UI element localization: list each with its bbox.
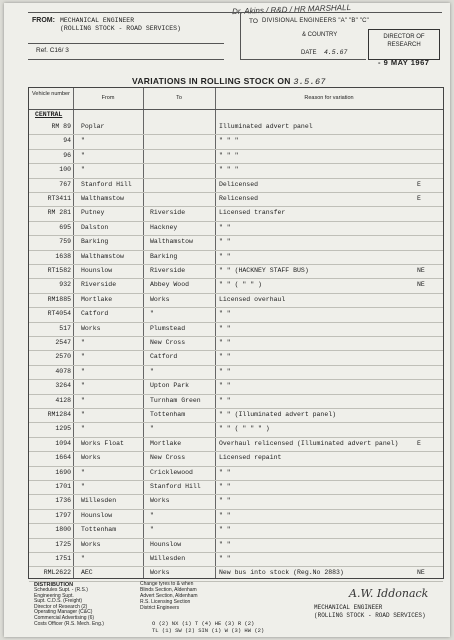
distribution-label: DISTRIBUTION xyxy=(34,582,74,588)
reason-text: " " ( " " " ) xyxy=(219,425,270,433)
from-depot: Works xyxy=(81,454,101,462)
from-depot: AEC xyxy=(81,569,93,577)
reason-text: " " xyxy=(219,468,231,476)
distribution-item: Operating Manager (C&C) xyxy=(34,609,93,616)
reason-text: " " (Illuminated advert panel) xyxy=(219,411,337,418)
table-row xyxy=(29,480,443,495)
header-divider xyxy=(240,12,241,59)
from-depot: " xyxy=(81,425,85,433)
sig-title-2: (ROLLING STOCK - ROAD SERVICES) xyxy=(314,611,426,619)
sig-title-1: MECHANICAL ENGINEER xyxy=(314,604,383,611)
from-depot: Tottenham xyxy=(81,526,117,534)
vehicle-number: 695 xyxy=(59,223,71,231)
reason-text: Licensed overhaul xyxy=(219,295,286,303)
note-code: E xyxy=(417,195,421,202)
to-recipients: DIVISIONAL ENGINEERS "A" "B" "C" xyxy=(262,18,369,24)
vehicle-number: RT1582 xyxy=(47,267,71,274)
to-depot: Riverside xyxy=(150,209,186,217)
title-date: 3.5.67 xyxy=(293,77,326,87)
reason-text: " " xyxy=(219,367,231,375)
handwritten-address: Dr. Akins / R&D / HR MARSHALL xyxy=(231,3,352,17)
to-depot: Catford xyxy=(150,353,178,361)
table-row xyxy=(29,149,443,164)
vehicle-number: 96 xyxy=(63,151,71,159)
to-depot: Turnham Green xyxy=(150,396,201,404)
from-depot: " xyxy=(81,339,85,346)
vehicle-number: 2547 xyxy=(55,339,71,346)
reason-text: " " xyxy=(219,353,231,361)
table-row xyxy=(29,293,443,308)
vehicle-number: RM1885 xyxy=(47,295,71,303)
distribution-item: Engineering Supt. xyxy=(34,592,74,599)
date-rule xyxy=(240,59,366,60)
reason-text: Licensed transfer xyxy=(219,209,286,217)
vehicle-number: 1725 xyxy=(55,540,71,548)
col-header-reason: Reason for variation xyxy=(304,95,354,101)
reason-text: Relicensed xyxy=(219,195,259,202)
variations-table xyxy=(28,87,444,579)
table-row xyxy=(29,379,443,394)
reason-text: " " xyxy=(219,483,231,490)
table-row xyxy=(29,552,443,567)
table-row xyxy=(29,307,443,322)
vehicle-number: RT4054 xyxy=(47,310,71,318)
to-depot: Works xyxy=(150,569,170,577)
legend-item: Blinds Section, Aldenham xyxy=(140,587,197,593)
reason-text: " " xyxy=(219,382,231,390)
vehicle-number: 4078 xyxy=(55,367,71,375)
vehicle-number: 759 xyxy=(59,238,71,246)
vehicle-number: 1751 xyxy=(55,555,71,562)
legend-list xyxy=(140,581,198,611)
legend-item: Change tyres to & when xyxy=(140,581,194,587)
reason-text: " " " xyxy=(219,166,239,174)
header-top-rule xyxy=(28,12,442,13)
reason-text: " " xyxy=(219,324,231,332)
depot-codes xyxy=(152,620,264,634)
vehicle-number: 1736 xyxy=(55,497,71,505)
legend-item: Advert Section, Aldenham xyxy=(140,593,198,599)
reason-text: " " xyxy=(219,511,231,519)
note-code: NE xyxy=(417,267,425,274)
to-depot: Tottenham xyxy=(150,411,186,418)
from-depot: Putney xyxy=(81,209,105,217)
reason-text: " " xyxy=(219,396,231,404)
to-depot: Barking xyxy=(150,252,178,260)
note-code: E xyxy=(417,439,421,447)
table-row xyxy=(29,264,443,279)
from-depot: Mortlake xyxy=(81,295,113,303)
table-row xyxy=(29,278,443,293)
reason-text: " " (HACKNEY STAFF BUS) xyxy=(219,267,309,274)
document-sheet xyxy=(4,3,450,637)
distribution-list xyxy=(34,588,104,627)
stamp-line-1: DIRECTOR OF xyxy=(383,34,425,40)
from-depot: " xyxy=(81,468,85,476)
stamp-date: - 9 MAY 1967 xyxy=(378,58,430,67)
reason-text: " " xyxy=(219,310,231,318)
note-code: NE xyxy=(417,281,425,289)
from-depot: Stanford Hill xyxy=(81,180,132,188)
to-depot: Abbey Wood xyxy=(150,281,190,289)
distribution-item: Costs Officer (R.S. Mech. Eng.) xyxy=(34,620,104,627)
from-depot: Poplar xyxy=(81,123,105,130)
codes-line-1: O (2) NX (1) T (4) HE (3) R (2) xyxy=(152,620,255,627)
reason-text: " " xyxy=(219,526,231,534)
col-header-vehicle: Vehicle number xyxy=(32,91,70,97)
vehicle-number: RM 89 xyxy=(51,123,71,130)
from-depot: Barking xyxy=(81,238,109,246)
to-depot: Works xyxy=(150,497,170,505)
received-stamp xyxy=(368,29,440,60)
vehicle-number: RML2622 xyxy=(43,569,71,577)
from-depot: Works Float xyxy=(81,439,124,447)
from-depot: Riverside xyxy=(81,281,117,289)
table-row xyxy=(29,494,443,509)
reason-text: Delicensed xyxy=(219,180,259,188)
to-depot: " xyxy=(150,526,154,534)
from-depot: " xyxy=(81,166,85,174)
distribution-item: Schedules Supt. - (R.S.) xyxy=(34,587,88,593)
vehicle-number: 2570 xyxy=(55,353,71,361)
reason-text: " " xyxy=(219,555,231,562)
codes-line-2: TL (1) SW (2) SIN (1) W (3) HW (2) xyxy=(152,627,265,634)
from-depot: " xyxy=(81,382,85,390)
from-depot: " xyxy=(81,396,85,404)
vehicle-number: RM1284 xyxy=(47,411,71,418)
reason-text: " " xyxy=(219,339,231,346)
signatory-title xyxy=(314,604,426,619)
vehicle-number: 1701 xyxy=(55,483,71,490)
stamp-line-2: RESEARCH xyxy=(387,42,421,48)
table-row xyxy=(29,178,443,193)
to-label: TO xyxy=(249,18,258,25)
title-text: VARIATIONS IN ROLLING STOCK ON xyxy=(132,76,291,86)
from-depot: Works xyxy=(81,540,101,548)
table-row xyxy=(29,365,443,380)
reason-text: Overhaul relicensed (Illuminated advert panel) xyxy=(219,439,399,447)
table-row xyxy=(29,250,443,265)
from-depot: " xyxy=(81,555,85,562)
to-depot: " xyxy=(150,511,154,519)
table-row xyxy=(29,566,443,581)
section-central: CENTRAL xyxy=(35,111,63,118)
from-line-2: (ROLLING STOCK - ROAD SERVICES) xyxy=(60,25,181,32)
distribution-item: Commercial Advertising (6) xyxy=(34,614,95,621)
table-row xyxy=(29,523,443,538)
table-row xyxy=(29,408,443,423)
page-title xyxy=(132,76,326,87)
vehicle-number: 94 xyxy=(63,137,71,145)
date-value: 4.5.67 xyxy=(324,49,348,56)
to-depot: " xyxy=(150,310,154,318)
header-separator xyxy=(29,109,443,110)
table-row xyxy=(29,451,443,466)
from-depot: " xyxy=(81,367,85,375)
col-header-from: From xyxy=(101,95,115,101)
vehicle-number: 100 xyxy=(59,166,71,174)
from-depot: " xyxy=(81,411,85,418)
note-code: E xyxy=(417,180,421,188)
vehicle-number: 4128 xyxy=(55,396,71,404)
note-code: NE xyxy=(417,569,425,577)
from-line-1: MECHANICAL ENGINEER xyxy=(60,17,135,24)
from-depot: " xyxy=(81,137,85,145)
vehicle-number: 1690 xyxy=(55,468,71,476)
legend-item: District Engineers xyxy=(140,605,180,611)
to-depot: Works xyxy=(150,295,170,303)
country-label: & COUNTRY xyxy=(302,32,338,38)
reference-number: Ref. C16/ 3 xyxy=(36,47,69,54)
vehicle-number: 3264 xyxy=(55,382,71,390)
table-row xyxy=(29,422,443,437)
from-depot: " xyxy=(81,483,85,490)
vehicle-number: 1800 xyxy=(55,526,71,534)
from-depot: Hounslow xyxy=(81,267,113,274)
reason-text: Illuminated advert panel xyxy=(219,123,313,130)
table-row xyxy=(29,221,443,236)
vehicle-number: 1664 xyxy=(55,454,71,462)
vehicle-number: 1797 xyxy=(55,511,71,519)
reason-text: Licensed repaint xyxy=(219,454,282,462)
table-row xyxy=(29,163,443,178)
from-depot: Dalston xyxy=(81,223,109,231)
from-depot: Hounslow xyxy=(81,511,113,519)
vehicle-number: 1094 xyxy=(55,439,71,447)
reason-text: " " xyxy=(219,497,231,505)
to-depot: New Cross xyxy=(150,454,186,462)
table-row xyxy=(29,235,443,250)
reason-text: " " " xyxy=(219,137,239,145)
reason-text: " " xyxy=(219,252,231,260)
table-row xyxy=(29,437,443,452)
from-depot: " xyxy=(81,151,85,159)
to-depot: Walthamstow xyxy=(150,238,193,246)
vehicle-number: 932 xyxy=(59,281,71,289)
table-row xyxy=(29,206,443,221)
table-row xyxy=(29,538,443,553)
to-depot: " xyxy=(150,425,154,433)
reason-text: " " ( " " ) xyxy=(219,281,262,289)
from-depot: Catford xyxy=(81,310,109,318)
to-depot: Mortlake xyxy=(150,439,182,447)
legend-item: R.S. Licensing Section xyxy=(140,599,191,605)
to-depot: Stanford Hill xyxy=(150,483,201,490)
signature: A.W. Iddonack xyxy=(349,587,429,600)
to-depot: Cricklewood xyxy=(150,468,193,476)
to-depot: Hackney xyxy=(150,223,178,231)
reason-text: " " xyxy=(219,223,231,231)
to-depot: " xyxy=(150,367,154,375)
from-rule xyxy=(28,43,224,44)
table-row xyxy=(29,394,443,409)
table-row xyxy=(29,322,443,337)
table-row xyxy=(29,466,443,481)
to-depot: New Cross xyxy=(150,339,186,346)
table-row xyxy=(29,120,443,135)
from-depot: Works xyxy=(81,324,101,332)
table-row xyxy=(29,509,443,524)
from-depot: Willesden xyxy=(81,497,117,505)
to-depot: Hounslow xyxy=(150,540,182,548)
table-row xyxy=(29,350,443,365)
to-depot: Plumstead xyxy=(150,324,186,332)
vehicle-number: 517 xyxy=(59,324,71,332)
distribution-item: Supt. C.D.S. (Freight) xyxy=(34,598,83,605)
vehicle-number: 767 xyxy=(59,180,71,188)
to-depot: Riverside xyxy=(150,267,186,274)
vehicle-number: 1638 xyxy=(55,252,71,260)
ref-rule xyxy=(28,59,224,60)
from-depot: Walthamstow xyxy=(81,252,124,260)
table-row xyxy=(29,192,443,207)
to-depot: Upton Park xyxy=(150,382,190,390)
col-header-to: To xyxy=(176,95,182,101)
reason-text: " " xyxy=(219,540,231,548)
to-depot: Willesden xyxy=(150,555,186,562)
date-label: DATE xyxy=(301,50,317,56)
reason-text: " " xyxy=(219,238,231,246)
vehicle-number: RM 281 xyxy=(47,209,71,217)
table-row xyxy=(29,336,443,351)
distribution-item: Director of Research (2) xyxy=(34,603,88,610)
from-label: FROM: xyxy=(32,17,55,24)
vehicle-number: 1295 xyxy=(55,425,71,433)
reason-text: " " " xyxy=(219,151,239,159)
reason-text: New bus into stock (Reg.No 2883) xyxy=(219,569,344,577)
from-depot: " xyxy=(81,353,85,361)
from-address xyxy=(60,17,181,33)
from-depot: Walthamstow xyxy=(81,195,124,202)
table-row xyxy=(29,134,443,149)
vehicle-number: RT3411 xyxy=(47,195,71,202)
